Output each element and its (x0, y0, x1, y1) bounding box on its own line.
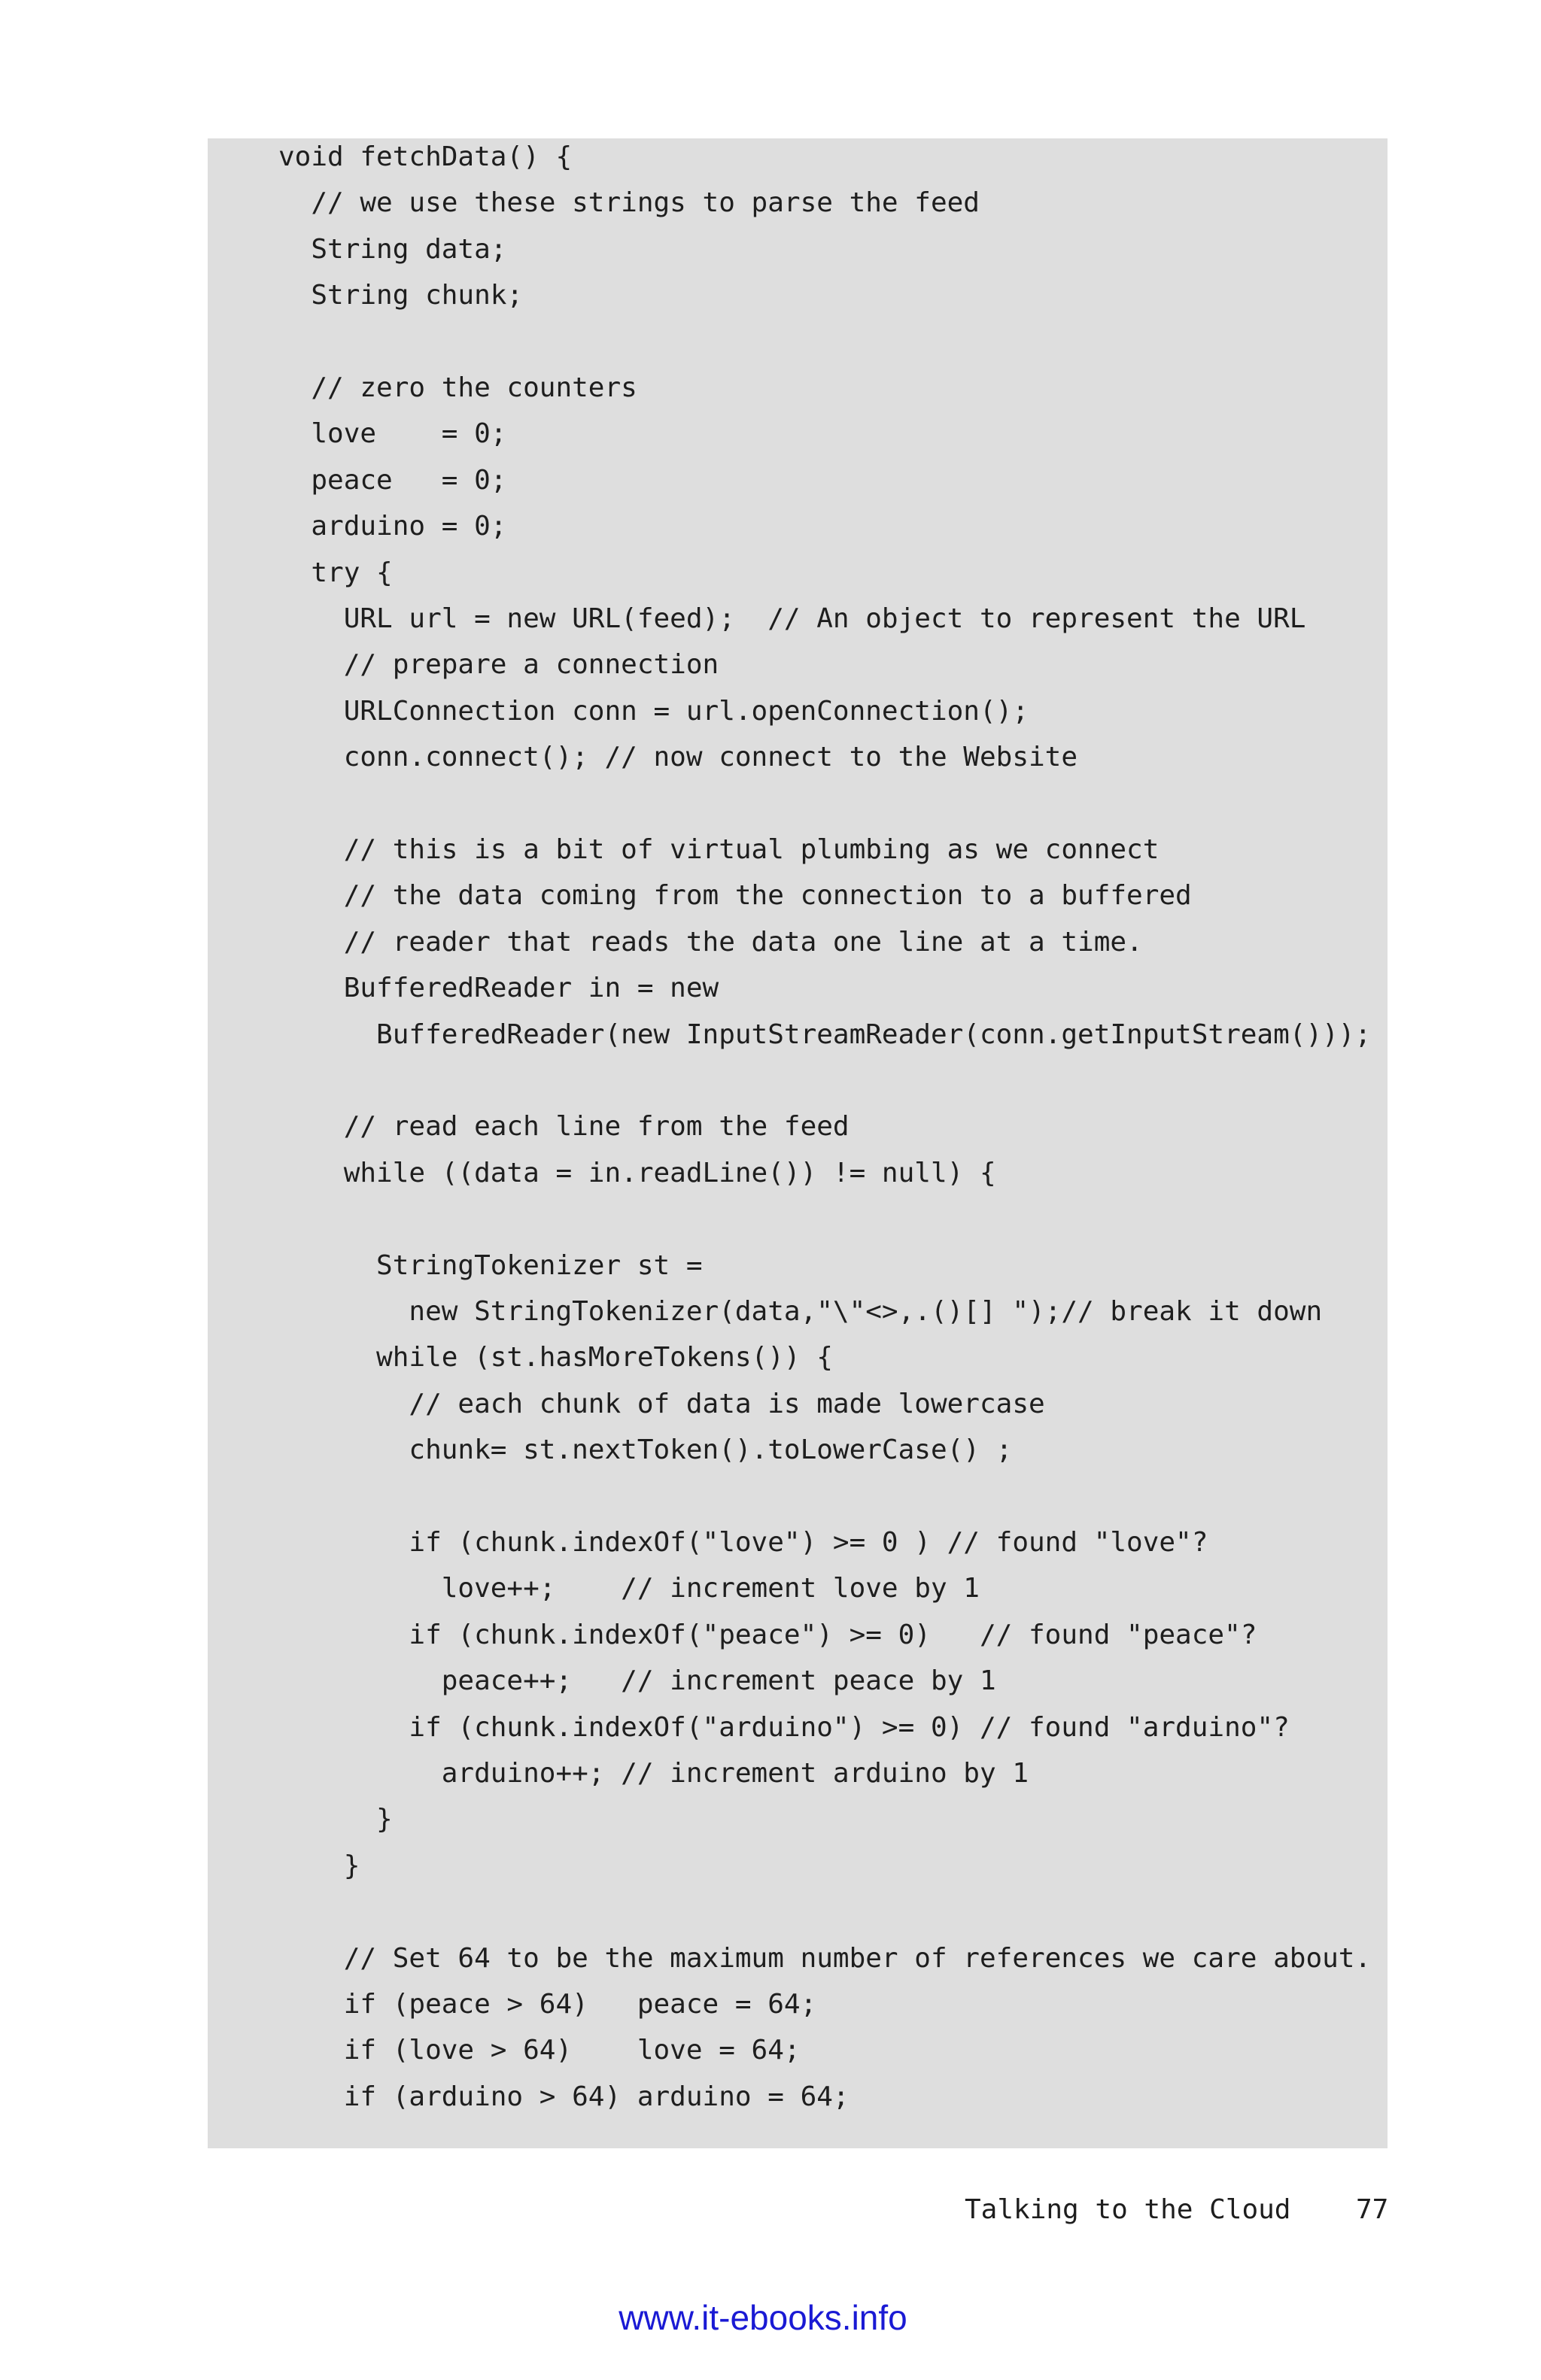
code-line: conn.connect(); // now connect to the Website (278, 742, 1078, 773)
code-line: BufferedReader(new InputStreamReader(conn.getInputStream())); (278, 1018, 1372, 1050)
code-line: while ((data = in.readLine()) != null) { (278, 1157, 996, 1188)
code-line: peace++; // increment peace by 1 (278, 1665, 996, 1697)
code-line: } (278, 1850, 360, 1881)
code-line: // each chunk of data is made lowercase (278, 1388, 1045, 1419)
running-footer-title: Talking to the Cloud (965, 2194, 1291, 2225)
code-line: BufferedReader in = new (278, 973, 719, 1004)
code-line: if (chunk.indexOf("love") >= 0 ) // found "love"? (278, 1527, 1208, 1558)
code-line: if (chunk.indexOf("arduino") >= 0) // found "arduino"? (278, 1711, 1290, 1743)
code-line: // read each line from the feed (278, 1111, 850, 1143)
code-line: // reader that reads the data one line at a time. (278, 926, 1143, 958)
code-line: void fetchData() { (278, 141, 573, 172)
code-line: peace = 0; (278, 464, 507, 496)
code-line: new StringTokenizer(data,"\"<>,.()[] ");// break it down (278, 1296, 1323, 1327)
code-line: // zero the counters (278, 372, 637, 403)
code-line: // the data coming from the connection to a buffered (278, 880, 1192, 912)
code-line: arduino++; // increment arduino by 1 (278, 1758, 1029, 1789)
page-number: 77 (1356, 2194, 1389, 2225)
code-line: arduino = 0; (278, 511, 507, 542)
code-line: if (love > 64) love = 64; (278, 2035, 801, 2066)
code-line: URLConnection conn = url.openConnection(); (278, 695, 1029, 727)
code-line: String chunk; (278, 280, 524, 311)
code-line: StringTokenizer st = (278, 1249, 703, 1281)
code-line: love++; // increment love by 1 (278, 1573, 980, 1604)
code-line: // this is a bit of virtual plumbing as we connect (278, 834, 1160, 865)
code-line: // Set 64 to be the maximum number of references we care about. (278, 1942, 1372, 1974)
code-line: } (278, 1804, 393, 1835)
code-line: String data; (278, 233, 507, 265)
code-line: love = 0; (278, 418, 507, 450)
code-line: // we use these strings to parse the feed (278, 187, 980, 219)
code-line: try { (278, 557, 393, 588)
watermark-link[interactable]: www.it-ebooks.info (619, 2298, 907, 2337)
code-line: while (st.hasMoreTokens()) { (278, 1342, 833, 1374)
code-line: if (arduino > 64) arduino = 64; (278, 2081, 850, 2112)
code-line: // prepare a connection (278, 649, 719, 681)
code-line: if (peace > 64) peace = 64; (278, 1989, 817, 2020)
code-line: chunk= st.nextToken().toLowerCase() ; (278, 1434, 1013, 1466)
code-line: URL url = new URL(feed); // An object to represent the URL (278, 603, 1306, 634)
code-line: if (chunk.indexOf("peace") >= 0) // found "peace"? (278, 1619, 1257, 1650)
